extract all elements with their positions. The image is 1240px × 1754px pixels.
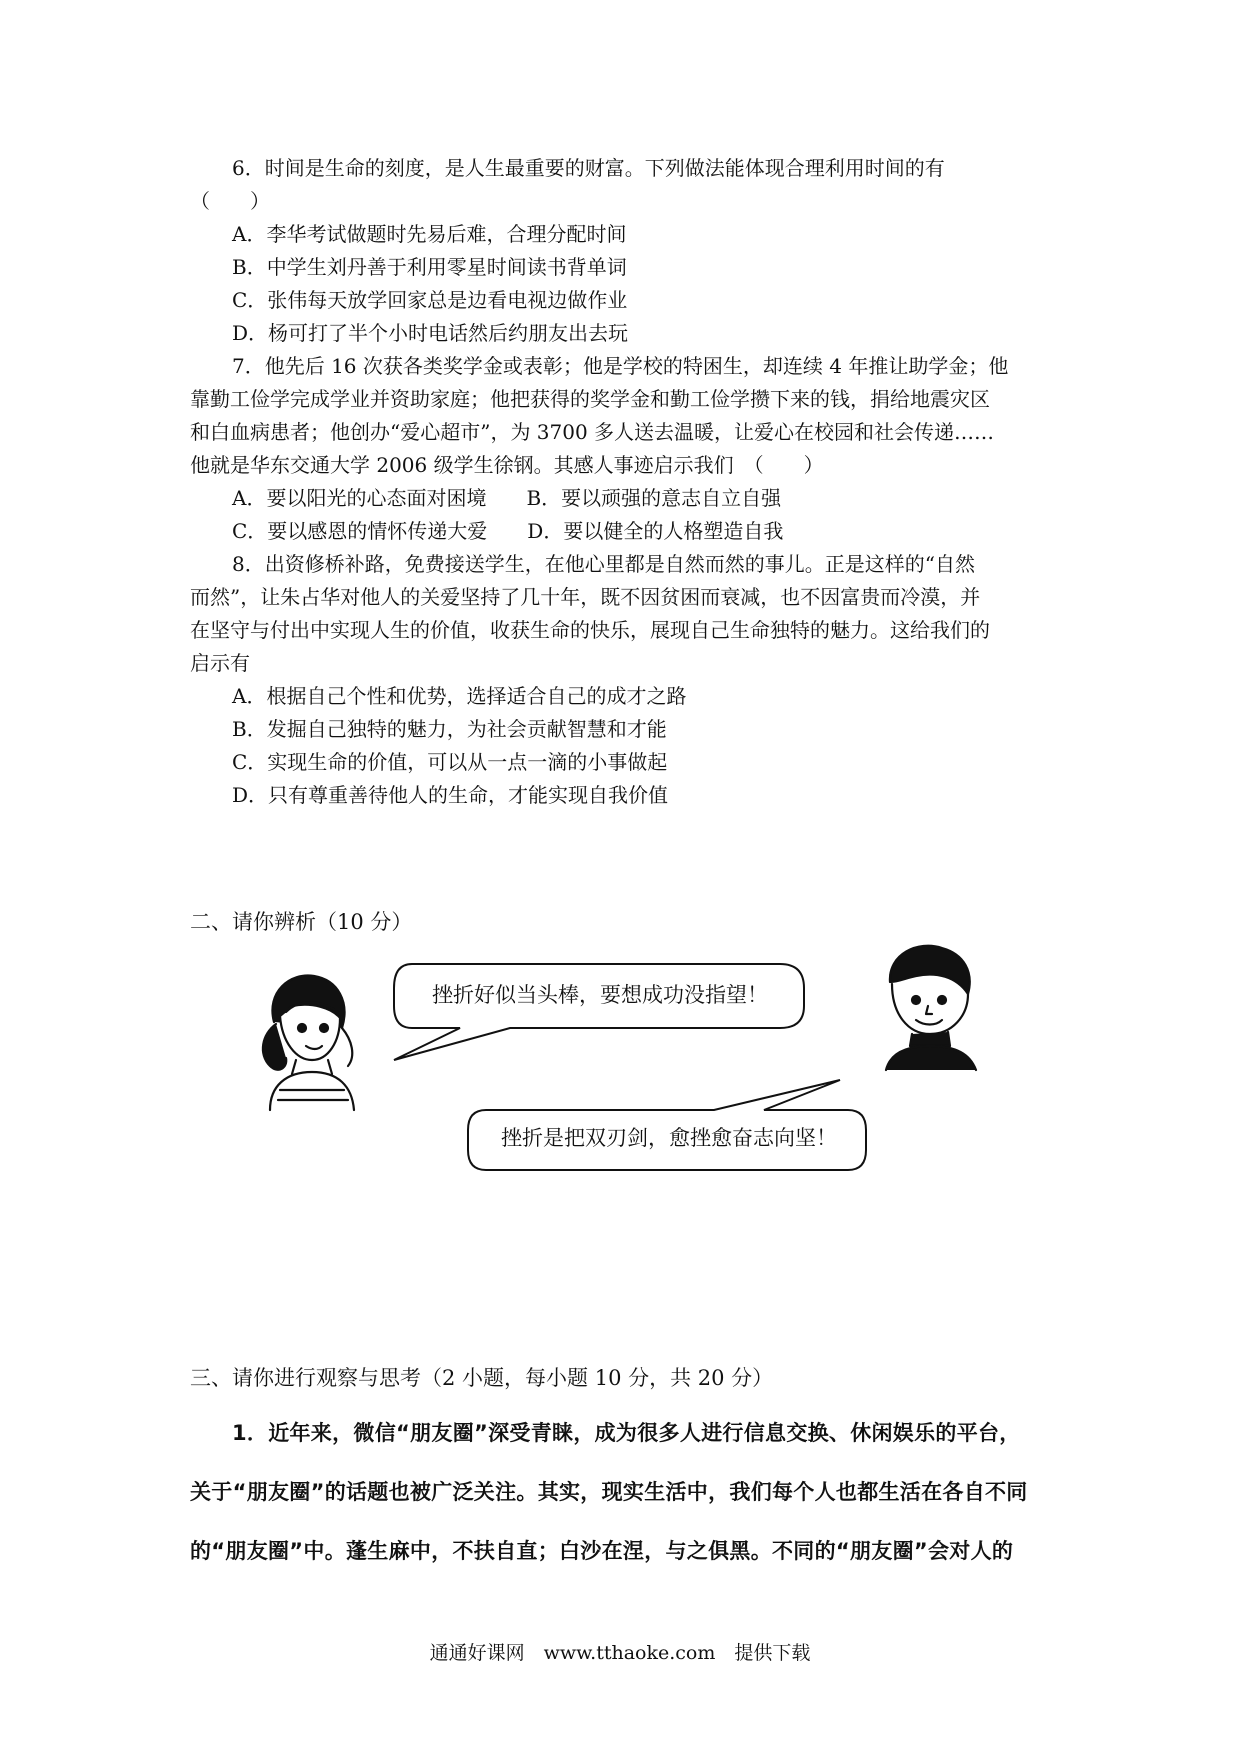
s3-q1-line-1: 1．近年来，微信“朋友圈”深受青睐，成为很多人进行信息交换、休闲娱乐的平台，: [232, 1421, 1021, 1445]
q7-line-2: 靠勤工俭学完成学业并资助家庭；他把获得的奖学金和勤工俭学攒下来的钱，捐给地震灾区: [190, 387, 990, 411]
section-2-title: 二、请你辨析（10 分）: [190, 910, 413, 934]
q6-answer-paren: （ ）: [190, 189, 270, 213]
q8-option-d: D．只有尊重善待他人的生命，才能实现自我价值: [232, 783, 669, 807]
q8-option-a: A．根据自己个性和优势，选择适合自己的成才之路: [232, 684, 687, 708]
girl-figure: [252, 962, 362, 1112]
q7-line-4: 他就是华东交通大学 2006 级学生徐钢。其感人事迹启示我们 （ ）: [190, 453, 824, 477]
q6-stem: 6．时间是生命的刻度，是人生最重要的财富。下列做法能体现合理利用时间的有: [232, 156, 945, 180]
section-3-title: 三、请你进行观察与思考（2 小题，每小题 10 分，共 20 分）: [190, 1366, 774, 1390]
s3-q1-line-2: 关于“朋友圈”的话题也被广泛关注。其实，现实生活中，我们每个人也都生活在各自不同: [190, 1480, 1028, 1504]
q7-options-cd: C．要以感恩的情怀传递大爱 D．要以健全的人格塑造自我: [232, 519, 784, 543]
q8-option-c: C．实现生命的价值，可以从一点一滴的小事做起: [232, 750, 668, 774]
speech-bubble-girl: [390, 962, 810, 1062]
footer-source: 通通好课网 www.tthaoke.com 提供下载: [429, 1642, 811, 1664]
q6-option-c: C．张伟每天放学回家总是边看电视边做作业: [232, 288, 628, 312]
q8-line-4: 启示有: [190, 651, 250, 675]
speech-bubble-boy-text: 挫折是把双刃剑，愈挫愈奋志向坚！: [501, 1126, 837, 1150]
boy-figure: [876, 942, 986, 1072]
q8-line-1: 8．出资修桥补路，免费接送学生，在他心里都是自然而然的事儿。正是这样的“自然: [232, 552, 975, 576]
s3-q1-line-3: 的“朋友圈”中。蓬生麻中，不扶自直；白沙在涅，与之俱黑。不同的“朋友圈”会对人的: [190, 1539, 1014, 1563]
q7-line-1: 7．他先后 16 次获各类奖学金或表彰；他是学校的特困生，却连续 4 年推让助学金；他: [232, 354, 1009, 378]
q7-line-3: 和白血病患者；他创办“爱心超市”，为 3700 多人送去温暖，让爱心在校园和社会传递……: [190, 420, 995, 444]
q7-options-ab: A．要以阳光的心态面对困境 B．要以顽强的意志自立自强: [232, 486, 782, 510]
q6-option-b: B．中学生刘丹善于利用零星时间读书背单词: [232, 255, 627, 279]
q8-option-b: B．发掘自己独特的魅力，为社会贡献智慧和才能: [232, 717, 667, 741]
q6-option-a: A．李华考试做题时先易后难，合理分配时间: [232, 222, 627, 246]
q8-line-2: 而然”，让朱占华对他人的关爱坚持了几十年，既不因贫困而衰减，也不因富贵而冷漠，并: [190, 585, 981, 609]
speech-bubble-girl-text: 挫折好似当头棒，要想成功没指望！: [432, 983, 768, 1007]
q8-line-3: 在坚守与付出中实现人生的价值，收获生命的快乐，展现自己生命独特的魅力。这给我们的: [190, 618, 990, 642]
q6-option-d: D．杨可打了半个小时电话然后约朋友出去玩: [232, 321, 629, 345]
